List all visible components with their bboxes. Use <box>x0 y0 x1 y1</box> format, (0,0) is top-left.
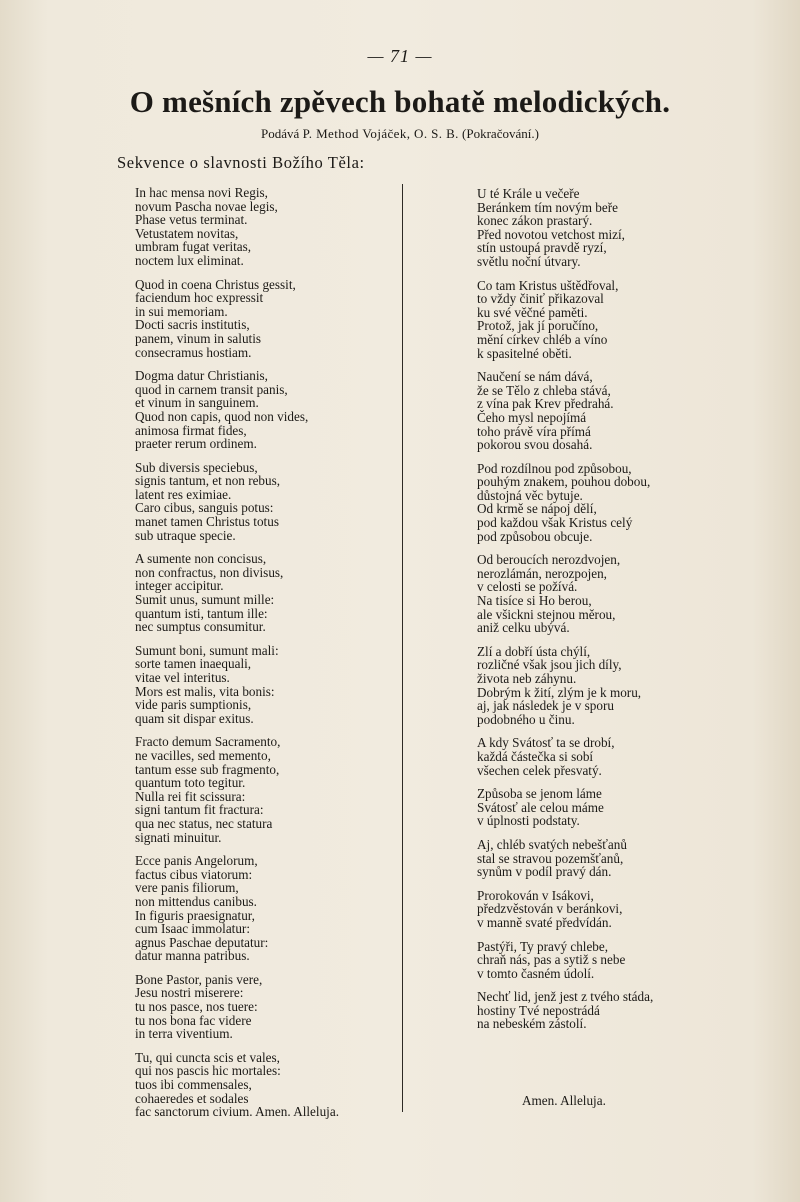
byline-author: P. Method Vojáček, O. S. B. <box>302 126 459 141</box>
latin-stanza <box>135 735 395 844</box>
latin-line: cum Isaac immolatur: <box>135 921 250 937</box>
latin-line: consecramus hostiam. <box>135 344 252 360</box>
latin-line: in sui memoriam. <box>135 303 228 319</box>
byline-prefix: Podává <box>261 126 300 141</box>
latin-line: panem, vinum in salutis <box>135 330 262 346</box>
czech-line: Dobrým k žití, zlým je k moru, <box>477 684 642 700</box>
czech-line: pod způsobou obcuje. <box>477 528 593 544</box>
czech-stanza <box>477 838 727 879</box>
latin-line: Caro cibus, sanguis potus: <box>135 500 274 516</box>
latin-line: latent res eximiae. <box>135 486 232 502</box>
latin-line: integer accipitur. <box>135 578 224 594</box>
latin-line: manet tamen Christus totus <box>135 514 279 530</box>
latin-line: Phase vetus terminat. <box>135 212 248 228</box>
latin-line: signati minuitur. <box>135 829 222 845</box>
latin-stanza <box>135 461 395 543</box>
czech-line: na nebeském zástolí. <box>477 1016 587 1032</box>
czech-stanza <box>477 787 727 828</box>
latin-stanza <box>135 973 395 1041</box>
czech-line: každá částečka si sobí <box>477 748 594 764</box>
latin-line: signi tantum fit fractura: <box>135 802 264 818</box>
czech-line: předzvěstován v beránkovi, <box>477 901 623 917</box>
latin-column <box>135 186 395 1129</box>
czech-line: Pastýři, Ty pravý chlebe, <box>477 938 609 954</box>
czech-line: světlu noční útvary. <box>477 253 581 269</box>
czech-stanza <box>477 370 727 452</box>
latin-line: Docti sacris institutis, <box>135 317 250 333</box>
latin-line: sorte tamen inaequali, <box>135 656 252 672</box>
latin-line: Tu, qui cuncta scis et vales, <box>135 1049 280 1065</box>
czech-line: ale všickni stejnou měrou, <box>477 606 616 622</box>
latin-line: Vetustatem novitas, <box>135 225 239 241</box>
latin-line: cohaeredes et sodales <box>135 1090 249 1106</box>
latin-line: tu nos bona fac videre <box>135 1012 252 1028</box>
czech-line: Pod rozdílnou pod způsobou, <box>477 460 632 476</box>
czech-line: pokorou svou dosahá. <box>477 437 593 453</box>
latin-line: tu nos pasce, nos tuere: <box>135 999 258 1015</box>
czech-line: v tomto časném údolí. <box>477 965 595 981</box>
czech-line: U té Krále u večeře <box>477 186 580 201</box>
czech-line: konec zákon prastarý. <box>477 213 593 229</box>
czech-line: rozličné však jsou jich díly, <box>477 657 622 673</box>
czech-amen: Amen. Alleluja. <box>522 1093 606 1108</box>
latin-line: umbram fugat veritas, <box>135 239 252 255</box>
czech-stanza <box>477 990 727 1031</box>
czech-line: to vždy činiť přikazoval <box>477 291 604 307</box>
czech-stanza <box>477 645 727 727</box>
czech-line: důstojná věc bytuje. <box>477 487 583 503</box>
czech-line: pod každou však Kristus celý <box>477 515 633 531</box>
czech-line: že se Tělo z chleba stává, <box>477 382 611 398</box>
czech-line: hostiny Tvé nepostrádá <box>477 1002 600 1018</box>
latin-line: signis tantum, et non rebus, <box>135 473 281 489</box>
czech-line: synům v podíl pravý dán. <box>477 864 612 880</box>
latin-line: quam sit dispar exitus. <box>135 710 254 726</box>
czech-line: Od krmě se nápoj dělí, <box>477 501 597 517</box>
czech-line: všechen celek přesvatý. <box>477 762 602 778</box>
latin-line: in terra viventium. <box>135 1026 233 1042</box>
latin-line: agnus Paschae deputatur: <box>135 934 269 950</box>
latin-line: vide paris sumptionis, <box>135 697 252 713</box>
article-title: O mešních zpěvech bohatě melodických. <box>129 84 671 119</box>
czech-line: Před novotou vetchost mizí, <box>477 226 625 242</box>
latin-line: quod in carnem transit panis, <box>135 381 288 397</box>
czech-line: Od beroucích nerozdvojen, <box>477 552 621 568</box>
czech-line: aj, jak následek je v sporu <box>477 698 614 714</box>
latin-line: Fracto demum Sacramento, <box>135 734 281 750</box>
czech-line: stín ustoupá pravdě ryzí, <box>477 240 607 256</box>
czech-line: života neb záhynu. <box>477 671 577 686</box>
latin-line: quantum isti, tantum ille: <box>135 605 268 621</box>
latin-stanza <box>135 1051 395 1119</box>
byline <box>0 126 800 142</box>
czech-line: Co tam Kristus uštědřoval, <box>477 277 619 293</box>
latin-line: factus cibus viatorum: <box>135 866 253 882</box>
czech-column <box>477 187 727 1041</box>
latin-line: quantum toto tegitur. <box>135 775 246 791</box>
czech-line: Zlí a dobří ústa chýlí, <box>477 643 591 659</box>
latin-line: novum Pascha novae legis, <box>135 198 278 214</box>
latin-line: Dogma datur Christianis, <box>135 368 268 384</box>
latin-stanza <box>135 186 395 268</box>
latin-line: Nulla rei fit scissura: <box>135 788 246 804</box>
czech-line: stal se stravou pozemšťanů, <box>477 850 624 866</box>
latin-stanza <box>135 644 395 726</box>
czech-line: Nechť lid, jenž jest z tvého stáda, <box>477 989 654 1005</box>
czech-line: Aj, chléb svatých nebešťanů <box>477 836 627 852</box>
latin-line: noctem lux eliminat. <box>135 252 244 268</box>
czech-line: aniž celku ubývá. <box>477 620 570 636</box>
latin-line: qua nec status, nec statura <box>135 815 273 831</box>
latin-line: Bone Pastor, panis vere, <box>135 971 263 987</box>
latin-line: Quod in coena Christus gessit, <box>135 276 296 292</box>
latin-line: ne vacilles, sed memento, <box>135 747 271 763</box>
czech-line: v úplnosti podstaty. <box>477 813 580 829</box>
czech-line: Čeho mysl nepojímá <box>477 409 587 425</box>
czech-line: podobného u činu. <box>477 711 575 727</box>
latin-line: et vinum in sanguinem. <box>135 395 259 411</box>
latin-line: datur manna patribus. <box>135 948 250 964</box>
latin-line: animosa firmat fides, <box>135 422 247 438</box>
czech-line: Na tisíce si Ho berou, <box>477 593 592 609</box>
czech-line: pouhým znakem, pouhou dobou, <box>477 474 651 490</box>
latin-line: In figuris praesignatur, <box>135 907 255 923</box>
czech-line: Svátosť ale celou máme <box>477 799 604 815</box>
page-number: — 71 — <box>367 46 433 66</box>
latin-line: nec sumptus consumitur. <box>135 619 266 635</box>
czech-stanza <box>477 187 727 269</box>
byline-suffix: (Pokračování.) <box>462 126 539 141</box>
czech-line: Způsoba se jenom láme <box>477 786 602 802</box>
czech-line: Naučení se nám dává, <box>477 369 593 385</box>
latin-line: qui nos pascis hic mortales: <box>135 1063 281 1079</box>
czech-line: A kdy Svátosť ta se drobí, <box>477 735 615 751</box>
czech-line: v manně svaté předvídán. <box>477 914 612 930</box>
czech-stanza <box>477 279 727 361</box>
latin-line: sub utraque specie. <box>135 527 236 543</box>
czech-line: chraň nás, pas a sytiž s nebe <box>477 952 626 968</box>
czech-stanza <box>477 736 727 777</box>
czech-stanza <box>477 462 727 544</box>
latin-line: A sumente non concisus, <box>135 551 267 567</box>
czech-line: mění církev chléb a víno <box>477 331 608 347</box>
czech-line: Beránkem tím novým beře <box>477 199 618 215</box>
latin-line: fac sanctorum civium. Amen. Alleluja. <box>135 1104 339 1120</box>
latin-stanza <box>135 552 395 634</box>
latin-line: Sub diversis speciebus, <box>135 459 258 475</box>
latin-stanza <box>135 854 395 963</box>
czech-stanza <box>477 940 727 981</box>
latin-line: Sumunt boni, sumunt mali: <box>135 642 279 658</box>
latin-stanza <box>135 369 395 451</box>
latin-line: non mittendus canibus. <box>135 893 257 909</box>
czech-line: Prorokován v Isákovi, <box>477 887 594 903</box>
czech-line: toho právě víra přímá <box>477 423 591 439</box>
latin-line: praeter rerum ordinem. <box>135 436 257 452</box>
czech-line: z vína pak Krev předrahá. <box>477 396 614 412</box>
latin-line: non confractus, non divisus, <box>135 564 284 580</box>
latin-line: Ecce panis Angelorum, <box>135 853 258 869</box>
latin-line: tantum esse sub fragmento, <box>135 761 280 777</box>
latin-line: Quod non capis, quod non vides, <box>135 408 309 424</box>
latin-line: vitae vel interitus. <box>135 670 230 685</box>
section-subtitle: Sekvence o slavnosti Božího Těla: <box>117 153 365 172</box>
czech-stanza <box>477 889 727 930</box>
latin-line: In hac mensa novi Regis, <box>135 185 268 200</box>
latin-stanza <box>135 278 395 360</box>
czech-line: ku své věčné paměti. <box>477 304 588 320</box>
czech-line: v celosti se požívá. <box>477 579 578 595</box>
latin-line: tuos ibi commensales, <box>135 1077 252 1093</box>
latin-line: faciendum hoc expressit <box>135 290 264 306</box>
latin-line: Mors est malis, vita bonis: <box>135 683 275 699</box>
latin-line: Jesu nostri miserere: <box>135 985 244 1001</box>
czech-line: nerozlámán, nerozpojen, <box>477 565 607 581</box>
czech-line: k spasitelné oběti. <box>477 345 572 361</box>
latin-line: vere panis filiorum, <box>135 880 239 896</box>
czech-stanza <box>477 553 727 635</box>
column-divider <box>402 184 403 1112</box>
czech-line: Protož, jak jí poručíno, <box>477 318 599 334</box>
latin-line: Sumit unus, sumunt mille: <box>135 592 275 608</box>
